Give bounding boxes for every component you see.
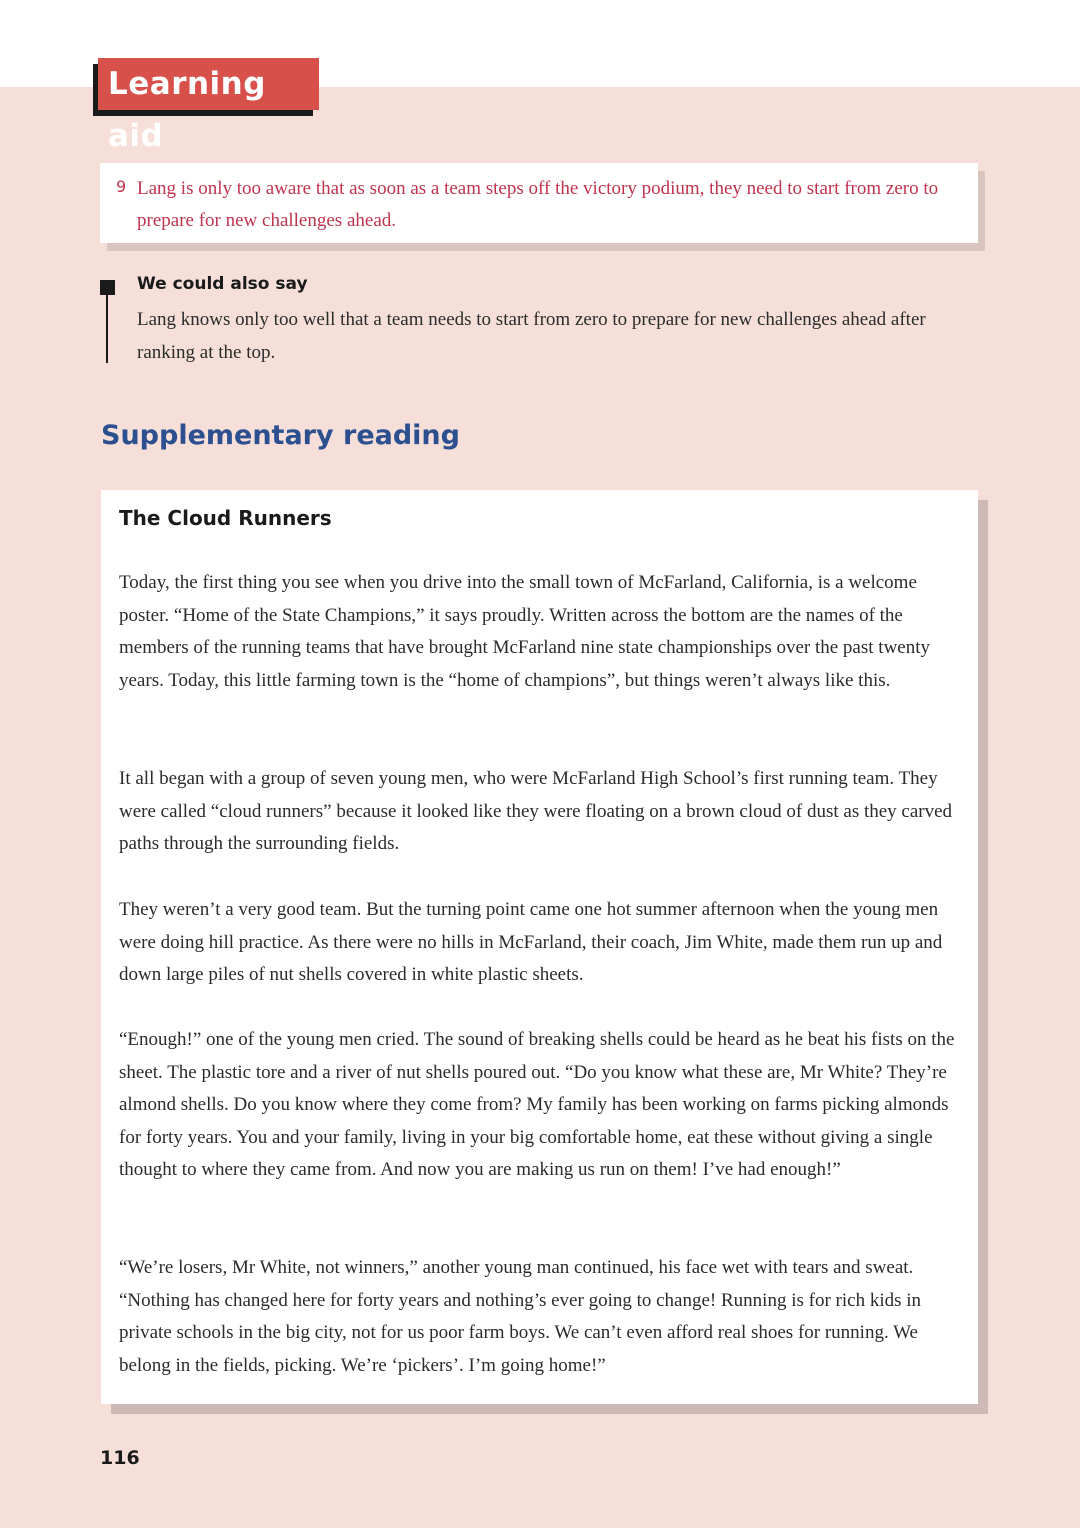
example-number: 9 — [116, 177, 127, 196]
example-sentence: Lang is only too aware that as soon as a team steps off the victory podium, they need to start from zero to prepare for new challenges ahead. — [137, 178, 939, 231]
story-paragraph: “We’re losers, Mr White, not winners,” another young man continued, his face wet with tears and sweat. “Nothing has changed here for forty years and nothing’s ever going to change! Running is for rich kids in private schools in the big city, not for us poor farm boys. We can’t even afford real shoes for running. We belong in the fields, picking. We’re ‘pickers’. I’m going home!” — [119, 1257, 922, 1376]
alternative-heading: We could also say — [137, 274, 308, 294]
example-sentence-card — [100, 163, 978, 243]
alternative-text: Lang knows only too well that a team needs to start from zero to prepare for new challenges ahead after ranking at the top. — [137, 309, 926, 363]
story-title: The Cloud Runners — [119, 506, 332, 530]
story-paragraph: It all began with a group of seven young men, who were McFarland High School’s first running team. They were called “cloud runners” because it looked like they were floating on a brown cloud of dust as they carved paths through the surrounding fields. — [119, 768, 953, 855]
story-paragraph: Today, the first thing you see when you drive into the small town of McFarland, California, is a welcome poster. “Home of the State Champions,” it says proudly. Written across the bottom are the names of the members of the running teams that have brought McFarland nine state championships over the past twenty years. Today, this little farming town is the “home of champions”, but things weren’t always like this. — [119, 572, 930, 691]
reading-card — [101, 490, 978, 1404]
alternative-marker-line — [106, 293, 108, 363]
story-paragraph: “Enough!” one of the young men cried. The sound of breaking shells could be heard as he beat his fists on the sheet. The plastic tore and a river of nut shells poured out. “Do you know what these are, Mr White? They’re almond shells. Do you know where they come from? My family has been working on farms picking almonds for forty years. You and your family, living in your big comfortable home, eat these without giving a single thought to where they came from. And now you are making us run on them! I’ve had enough!” — [119, 1029, 955, 1181]
learning-aid-badge: Learning aid — [98, 58, 319, 110]
story-paragraph: They weren’t a very good team. But the turning point came one hot summer afternoon when the young men were doing hill practice. As there were no hills in McFarland, their coach, Jim White, made them run up and down large piles of nut shells covered in white plastic sheets. — [119, 899, 943, 986]
section-title: Supplementary reading — [101, 420, 460, 451]
page-number: 116 — [100, 1447, 140, 1469]
